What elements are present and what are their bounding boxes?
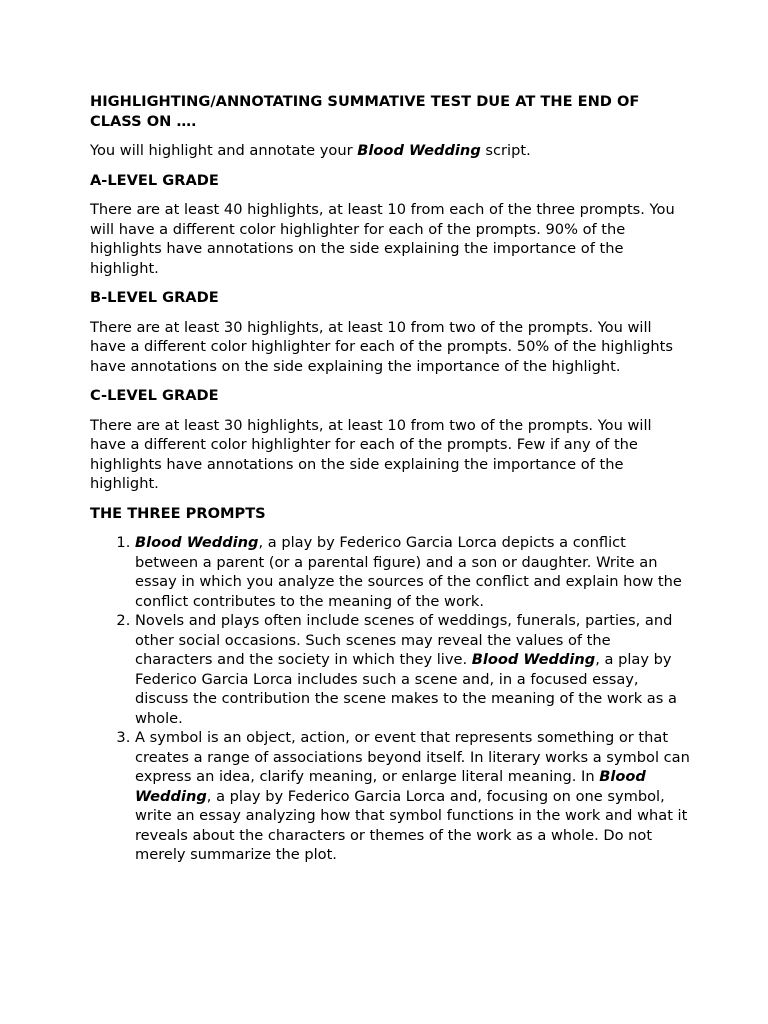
prompt-text-before: A symbol is an object, action, or event that represents something or that creates a range of associations beyond itself. In literary works a symbol can express an idea, clarify meaning, or enlarge literal meaning. In — [135, 729, 690, 785]
intro-text-before: You will highlight and annotate your — [90, 142, 358, 159]
document-page — [90, 92, 690, 865]
prompt-play-title: Blood Wedding — [471, 651, 596, 668]
prompt-text-before: Novels and plays often include scenes of weddings, funerals, parties, and other social occasions. Such scenes may reveal the values of the characters and the society in which they live. — [135, 612, 673, 668]
intro-play-title: Blood Wedding — [357, 142, 481, 159]
prompt-text-after: , a play by Federico Garcia Lorca depicts a conflict between a parent (or a parental figure) and a son or daughter. Write an essay in which you analyze the sources of the conflict and explain how the conflict contributes to the meaning of the work. — [135, 534, 682, 610]
prompt-play-title: Blood Wedding — [135, 534, 259, 551]
document-title: HIGHLIGHTING/ANNOTATING SUMMATIVE TEST DUE AT THE END OF CLASS ON …. — [90, 93, 640, 130]
prompt-item — [135, 611, 690, 728]
prompts-list — [90, 533, 690, 865]
c-level-heading: C-LEVEL GRADE — [90, 387, 219, 404]
c-level-text: There are at least 30 highlights, at least 10 from two of the prompts. You will have a different color highlighter for each of the prompts. Few if any of the highlights have annotations on the side explaining the importance of the highlight. — [90, 416, 652, 492]
prompt-item — [135, 728, 690, 865]
prompt-play-title: Blood Wedding — [135, 768, 646, 805]
b-level-text: There are at least 30 highlights, at least 10 from two of the prompts. You will have a different color highlighter for each of the prompts. 50% of the highlights have annotations on the side explaining the importance of the highlight. — [90, 318, 673, 375]
prompts-heading: THE THREE PROMPTS — [90, 504, 266, 522]
prompt-text-after: , a play by Federico Garcia Lorca includes such a scene and, in a focused essay, discuss the contribution the scene makes to the meaning of the work as a whole. — [135, 651, 677, 727]
prompt-text-after: , a play by Federico Garcia Lorca and, focusing on one symbol, write an essay analyzing how that symbol functions in the work and what it reveals about the characters or themes of the work as a whole. Do not merely summarize the plot. — [135, 787, 688, 863]
intro-paragraph — [90, 141, 690, 161]
intro-text-after: script. — [480, 142, 531, 159]
a-level-text: There are at least 40 highlights, at least 10 from each of the three prompts. You will have a different color highlighter for each of the prompts. 90% of the highlights have annotations on the side explaining the importance of the highlight. — [90, 201, 675, 277]
prompt-item — [135, 533, 690, 611]
b-level-heading: B-LEVEL GRADE — [90, 289, 219, 306]
a-level-heading: A-LEVEL GRADE — [90, 171, 219, 189]
